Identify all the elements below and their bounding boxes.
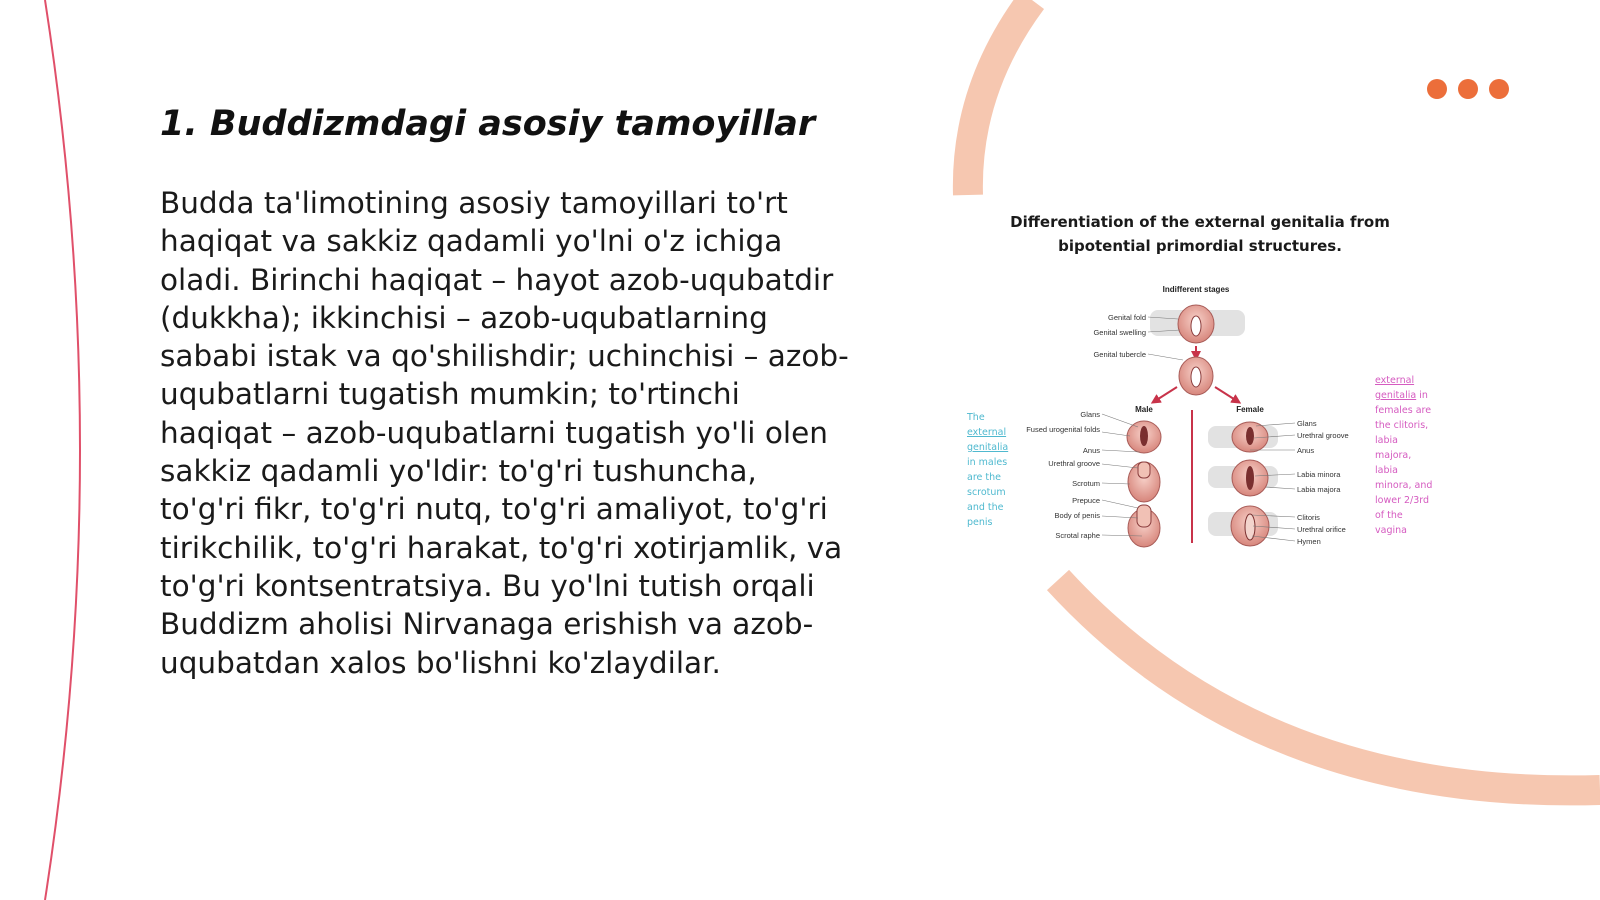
female-stages-illustration bbox=[1208, 422, 1278, 546]
figure-label: Genital tubercle bbox=[1093, 350, 1146, 359]
dots-menu[interactable] bbox=[1427, 79, 1509, 99]
top-label-group bbox=[1093, 313, 1146, 359]
figure-title-line2: bipotential primordial structures. bbox=[1058, 237, 1342, 255]
figure-label: Glans bbox=[1080, 410, 1100, 419]
figure-title-line1: Differentiation of the external genitalia from bbox=[1010, 213, 1390, 231]
male-genitalia-note bbox=[967, 410, 1019, 530]
slide-body-text: Budda ta'limotining asosiy tamoyillari to'rt haqiqat va sakkiz qadamli yo'lni o'z ichiga oladi. Birinchi haqiqat – hayot azob-uqubatdir (dukkha); ikkinchisi – azob-uqubatlarning sababi istak va qo'shilishdir; uchinchisi – azob-uqubatlarni tugatish mumkin; to'rtinchi haqiqat – azob-uqubatlarni tugatish yo'li olen sakkiz qadamli yo'ldir: to'g'ri tushuncha, to'g'ri fikr, to'g'ri nutq, to'g'ri amaliyot, to'g'ri tirikchilik, to'g'ri harakat, to'g'ri xotirjamlik, va to'g'ri kontsentratsiya. Bu yo'lni tutish orqali Buddizm aholisi Nirvanaga erishish va azob-uqubatdan xalos bo'lishni ko'zlaydilar. bbox=[160, 186, 849, 680]
figure-label: Scrotal raphe bbox=[1055, 531, 1100, 540]
figure-label: Labia majora bbox=[1297, 485, 1341, 494]
male-label-group bbox=[1026, 410, 1100, 540]
note-text: in females are the clitoris, labia majora, labia minora, and lower 2/3rd of the vagina bbox=[1375, 390, 1433, 536]
external-genitalia-link[interactable]: external genitalia bbox=[1375, 375, 1417, 401]
figure-label: Anus bbox=[1297, 446, 1315, 455]
figure-label: Genital fold bbox=[1108, 313, 1146, 322]
figure-label: Glans bbox=[1297, 419, 1317, 428]
note-text: The bbox=[967, 412, 985, 423]
figure-label: Fused urogenital folds bbox=[1026, 425, 1100, 434]
genitalia-figure bbox=[950, 200, 1450, 580]
figure-label: Labia minora bbox=[1297, 470, 1341, 479]
note-text: in males are the scrotum and the penis bbox=[967, 457, 1008, 528]
external-genitalia-link[interactable]: external genitalia bbox=[967, 427, 1009, 453]
arrow-to-male bbox=[1155, 387, 1177, 401]
figure-label: Urethral orifice bbox=[1297, 525, 1346, 534]
figure-label: Scrotum bbox=[1072, 479, 1100, 488]
dot-icon bbox=[1427, 79, 1447, 99]
figure-label: Genital swelling bbox=[1093, 328, 1146, 337]
dot-icon bbox=[1489, 79, 1509, 99]
male-label: Male bbox=[1135, 405, 1153, 414]
female-label-group bbox=[1297, 419, 1349, 546]
slide-title: 1. Buddizmdagi asosiy tamoyillar bbox=[160, 104, 816, 144]
female-label: Female bbox=[1236, 405, 1264, 414]
figure-label: Body of penis bbox=[1054, 511, 1100, 520]
dot-icon bbox=[1458, 79, 1478, 99]
figure-label: Hymen bbox=[1297, 537, 1321, 546]
left-curve-line bbox=[45, 0, 80, 900]
stage-label: Indifferent stages bbox=[1162, 285, 1230, 294]
figure-label: Prepuce bbox=[1072, 496, 1100, 505]
figure-label: Clitoris bbox=[1297, 513, 1320, 522]
figure-label: Urethral groove bbox=[1297, 431, 1349, 440]
top-arc bbox=[968, 0, 1032, 195]
arrow-to-female bbox=[1215, 387, 1237, 401]
male-stages-illustration bbox=[1127, 421, 1161, 547]
figure-label: Urethral groove bbox=[1048, 459, 1100, 468]
female-genitalia-note bbox=[1375, 373, 1435, 538]
figure-label: Anus bbox=[1082, 446, 1100, 455]
indifferent-stage-illustration bbox=[1150, 305, 1245, 395]
bottom-arc bbox=[1058, 580, 1600, 790]
